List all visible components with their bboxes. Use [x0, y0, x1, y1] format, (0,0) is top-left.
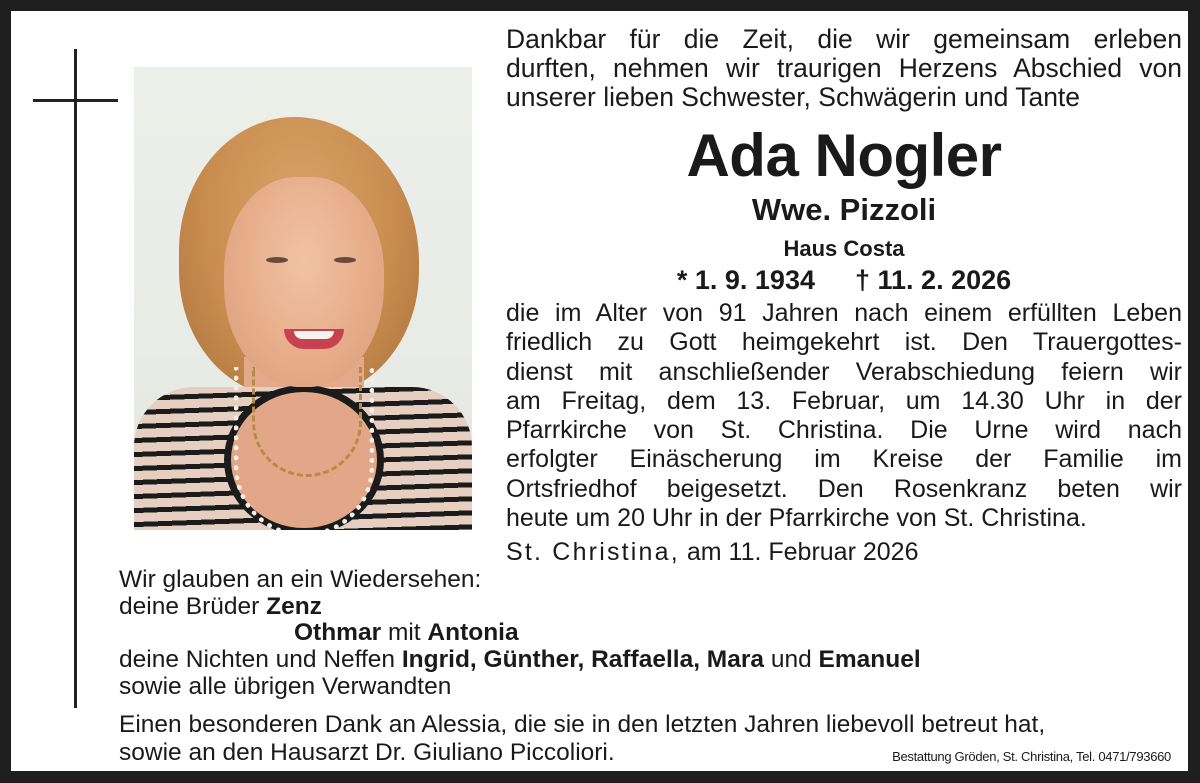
- brother-name: Othmar: [294, 619, 382, 647]
- place-and-date: [506, 537, 1182, 567]
- details-line: am Freitag, dem 13. Februar, um 14.30 Uhr in der: [506, 386, 1182, 415]
- intro-line: durften, nehmen wir traurigen Herzens Abschied von: [506, 53, 1182, 83]
- connector: mit: [381, 619, 428, 647]
- portrait-photo: [134, 67, 472, 530]
- mourners-list: [119, 567, 1179, 701]
- cross-icon-horizontal: [33, 99, 118, 102]
- intro-line: Dankbar für die Zeit, die wir gemeinsam erleben: [506, 24, 1182, 54]
- mourners-brothers: [119, 594, 1179, 621]
- nephews-label: deine Nichten und Neffen: [119, 646, 402, 674]
- photo-face: [224, 177, 384, 387]
- birth-date: * 1. 9. 1934: [676, 265, 815, 295]
- details-line: friedlich zu Gott heimgekehrt ist. Den Trauergottes-: [506, 328, 1182, 357]
- nephews-names: Ingrid, Günther, Raffaella, Mara: [401, 646, 765, 674]
- mourners-brother-2: [119, 620, 1179, 647]
- details-line: erfolgter Einäscherung im Kreise der Familie im: [506, 445, 1182, 474]
- photo-eye-right: [334, 257, 356, 263]
- death-date: † 11. 2. 2026: [854, 265, 1012, 295]
- intro-text: [506, 25, 1182, 112]
- details-line: Ortsfriedhof beigesetzt. Den Rosenkranz beten wir: [506, 474, 1182, 503]
- details-line: heute um 20 Uhr in der Pfarrkirche von St. Christina.: [506, 504, 1087, 533]
- details-line: die im Alter von 91 Jahren nach einem erfüllten Leben: [506, 299, 1182, 327]
- life-dates: [506, 264, 1182, 296]
- obituary-notice: [11, 11, 1188, 771]
- place: St. Christina,: [506, 538, 680, 566]
- details-line: dienst mit anschließender Verabschiedung feiern wir: [506, 357, 1182, 386]
- deceased-name: Ada Nogler: [686, 122, 1002, 189]
- photo-pearl-necklace: [234, 367, 374, 530]
- house-name: Haus Costa: [783, 236, 905, 261]
- funeral-details: [506, 299, 1182, 533]
- partner-name: Antonia: [427, 619, 519, 647]
- cross-icon-vertical: [74, 49, 77, 708]
- photo-eye-left: [266, 257, 288, 263]
- nephew-name: Emanuel: [818, 646, 921, 674]
- intro-line: unserer lieben Schwester, Schwägerin und Tante: [506, 82, 1081, 112]
- brother-name: Zenz: [266, 592, 322, 620]
- mourners-nephews: [119, 647, 1179, 674]
- married-name: Wwe. Pizzoli: [751, 192, 937, 227]
- mourners-intro: Wir glauben an ein Wiedersehen:: [119, 566, 482, 593]
- undertaker-contact: Bestattung Gröden, St. Christina, Tel. 0471/793660: [892, 749, 1171, 764]
- date: am 11. Februar 2026: [679, 538, 919, 566]
- thanks-line: sowie an den Hausarzt Dr. Giuliano Piccoliori.: [119, 739, 615, 766]
- details-line: Pfarrkirche von St. Christina. Die Urne wird nach: [506, 416, 1182, 445]
- mourners-relatives: sowie alle übrigen Verwandten: [119, 672, 452, 700]
- thanks-line: Einen besonderen Dank an Alessia, die sie in den letzten Jahren liebevoll betreut hat,: [119, 711, 1046, 738]
- connector: und: [764, 646, 819, 674]
- brothers-label: deine Brüder: [119, 592, 267, 620]
